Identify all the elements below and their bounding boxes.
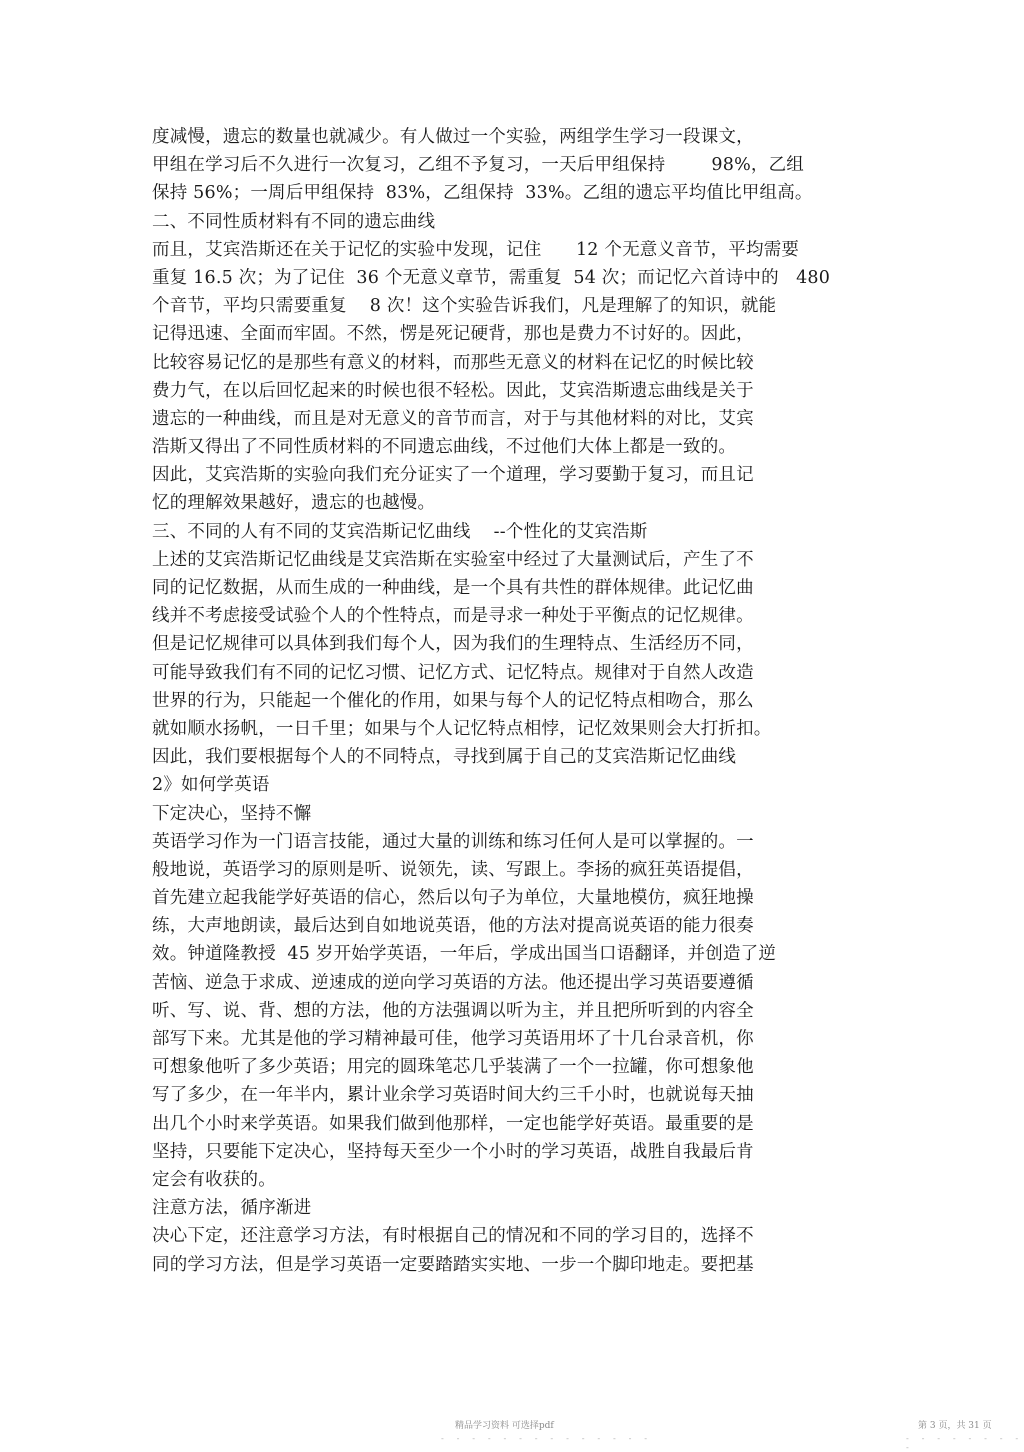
text-line: 世界的行为，只能起一个催化的作用，如果与每个人的记忆特点相吻合，那么 — [152, 690, 754, 711]
body-text — [152, 123, 872, 1279]
section-heading: 2》如何学英语 — [152, 775, 270, 796]
text-line: 写了多少，在一年半内，累计业余学习英语时间大约三千小时，也就说每天抽 — [152, 1085, 754, 1106]
footer-divider: - - - - - - - - - — [905, 1434, 1023, 1452]
text-line: 而且，艾宾浩斯还在关于记忆的实验中发现，记住 12 个无意义音节，平均需要 — [152, 239, 800, 260]
text-line: 可能导致我们有不同的记忆习惯、记忆方式、记忆特点。规律对于自然人改造 — [152, 662, 754, 683]
text-line: 忆的理解效果越好，遗忘的也越慢。 — [152, 493, 436, 514]
text-line: 因此，艾宾浩斯的实验向我们充分证实了一个道理，学习要勤于复习，而且记 — [152, 465, 754, 486]
text-line: 决心下定，还注意学习方法，有时根据自己的情况和不同的学习目的，选择不 — [152, 1226, 754, 1247]
text-line: 坚持，只要能下定决心，坚持每天至少一个小时的学习英语，战胜自我最后肯 — [152, 1141, 754, 1162]
text-line: 上述的艾宾浩斯记忆曲线是艾宾浩斯在实验室中经过了大量测试后，产生了不 — [152, 549, 754, 570]
text-line: 费力气，在以后回忆起来的时候也很不轻松。因此，艾宾浩斯遗忘曲线是关于 — [152, 380, 754, 401]
section-heading: 二、不同性质材料有不同的遗忘曲线 — [152, 211, 436, 232]
text-line: 度减慢，遗忘的数量也就减少。有人做过一个实验，两组学生学习一段课文， — [152, 127, 754, 147]
subsection-heading: 注意方法，循序渐进 — [152, 1198, 312, 1219]
text-line: 首先建立起我能学好英语的信心，然后以句子为单位，大量地模仿，疯狂地操 — [152, 888, 754, 909]
subsection-heading: 下定决心，坚持不懈 — [152, 803, 312, 824]
text-line: 练，大声地朗读，最后达到自如地说英语，他的方法对提高说英语的能力很奏 — [152, 916, 754, 937]
text-line: 同的记忆数据，从而生成的一种曲线，是一个具有共性的群体规律。此记忆曲 — [152, 578, 754, 598]
text-line: 但是记忆规律可以具体到我们每个人，因为我们的生理特点、生活经历不同， — [152, 634, 754, 655]
text-line: 保持 56%；一周后甲组保持 83%，乙组保持 33%。乙组的遗忘平均值比甲组高。 — [152, 183, 813, 204]
text-line: 遗忘的一种曲线，而且是对无意义的音节而言，对于与其他材料的对比，艾宾 — [152, 408, 754, 429]
text-line: 出几个小时来学英语。如果我们做到他那样，一定也能学好英语。最重要的是 — [152, 1113, 754, 1134]
text-line: 定会有收获的。 — [152, 1169, 276, 1190]
section-heading: 三、不同的人有不同的艾宾浩斯记忆曲线 --个性化的艾宾浩斯 — [152, 521, 648, 542]
text-line: 个音节，平均只需要重复 8 次！这个实验告诉我们，凡是理解了的知识，就能 — [152, 296, 777, 317]
text-line: 甲组在学习后不久进行一次复习，乙组不予复习，一天后甲组保持 98%，乙组 — [152, 155, 804, 176]
text-line: 效。钟道隆教授 45 岁开始学英语，一年后，学成出国当口语翻译，并创造了逆 — [152, 944, 777, 965]
text-line: 记得迅速、全面而牢固。不然，愣是死记硬背，那也是费力不讨好的。因此， — [152, 324, 754, 345]
text-line: 浩斯又得出了不同性质材料的不同遗忘曲线，不过他们大体上都是一致的。 — [152, 437, 737, 458]
footer-watermark: 精品学习资料 可选择pdf — [455, 1421, 554, 1431]
footer-divider: - - - - - - - - - - - - - - — [440, 1434, 652, 1443]
text-line: 线并不考虑接受试验个人的个性特点，而是寻求一种处于平衡点的记忆规律。 — [152, 606, 754, 627]
text-line: 比较容易记忆的是那些有意义的材料，而那些无意义的材料在记忆的时候比较 — [152, 352, 754, 373]
text-line: 苦恼、逆急于求成、逆速成的逆向学习英语的方法。他还提出学习英语要遵循 — [152, 972, 754, 993]
text-line: 因此，我们要根据每个人的不同特点，寻找到属于自己的艾宾浩斯记忆曲线 — [152, 747, 737, 768]
text-line: 部写下来。尤其是他的学习精神最可佳，他学习英语用坏了十几台录音机，你 — [152, 1029, 754, 1049]
page-number: 第 3 页，共 31 页 — [918, 1421, 992, 1431]
text-line: 重复 16.5 次；为了记住 36 个无意义章节，需重复 54 次；而记忆六首诗中的 480 — [152, 267, 831, 288]
text-line: 可想象他听了多少英语；用完的圆珠笔芯几乎装满了一个一拉罐，你可想象他 — [152, 1057, 754, 1078]
text-line: 同的学习方法，但是学习英语一定要踏踏实实地、一步一个脚印地走。要把基 — [152, 1254, 754, 1275]
text-line: 听、写、说、背、想的方法，他的方法强调以听为主，并且把所听到的内容全 — [152, 1000, 754, 1021]
text-line: 英语学习作为一门语言技能，通过大量的训练和练习任何人是可以掌握的。一 — [152, 831, 754, 852]
text-line: 般地说，英语学习的原则是听、说领先，读、写跟上。李扬的疯狂英语提倡， — [152, 859, 754, 880]
text-line: 就如顺水扬帆，一日千里；如果与个人记忆特点相悖，记忆效果则会大打折扣。 — [152, 718, 772, 739]
